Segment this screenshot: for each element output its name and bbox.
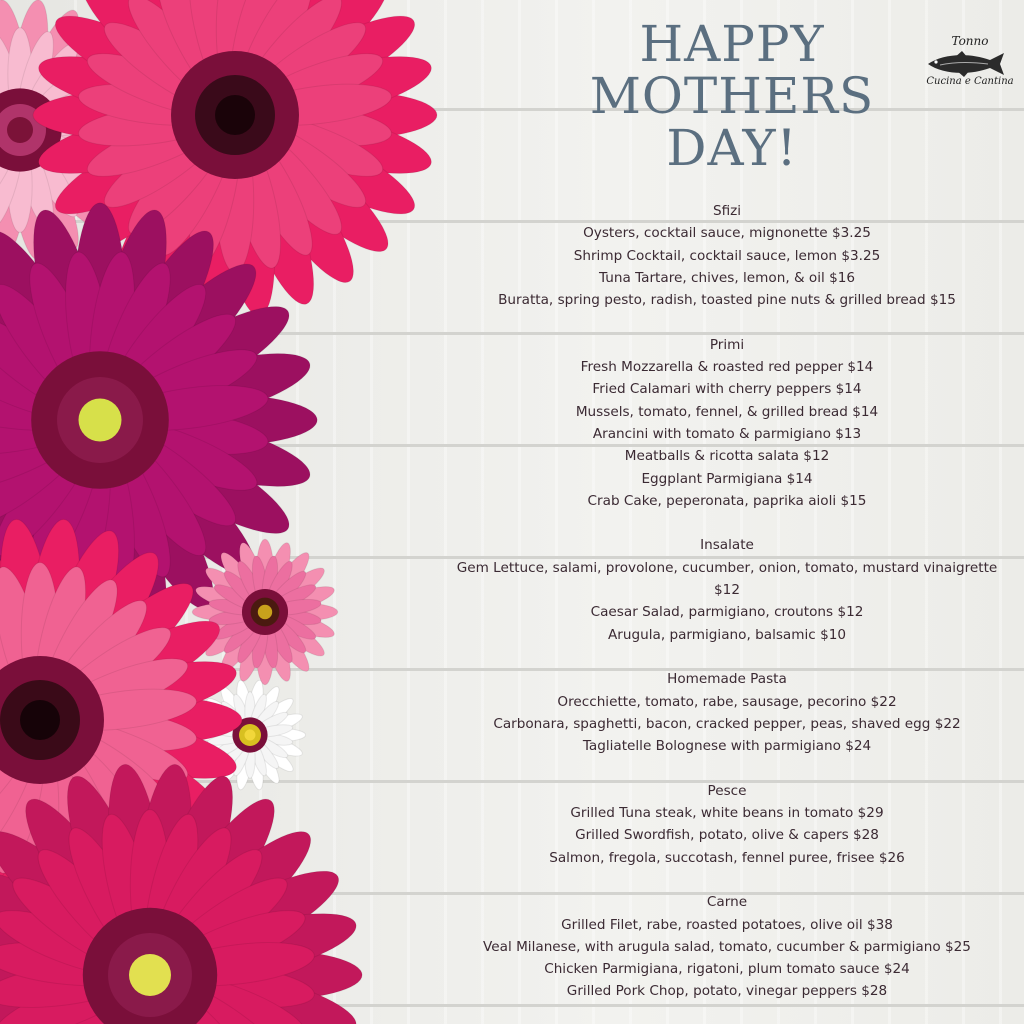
menu-section — [452, 668, 1002, 757]
menu-item: Veal Milanese, with arugula salad, tomato, cucumber & parmigiano $25 — [483, 938, 971, 955]
menu-item: Mussels, tomato, fennel, & grilled bread $14 — [575, 403, 879, 420]
menu-item: Shrimp Cocktail, cocktail sauce, lemon $3.25 — [573, 247, 881, 264]
menu-item: Caesar Salad, parmigiano, croutons $12 — [590, 604, 864, 621]
restaurant-logo — [920, 34, 1020, 87]
title-line-3: DAY! — [666, 119, 798, 177]
title-line-1: HAPPY — [639, 15, 825, 73]
menu-item: Oysters, cocktail sauce, mignonette $3.25 — [583, 225, 871, 242]
menu-sections — [452, 200, 1002, 1003]
menu-item: Gem Lettuce, salami, provolone, cucumber, onion, tomato, mustard vinaigrette $12 — [456, 559, 998, 599]
section-heading: Insalate — [700, 537, 754, 554]
menu-item: Grilled Tuna steak, white beans in tomato $29 — [570, 805, 884, 822]
menu-panel — [452, 0, 1014, 1024]
menu-section — [452, 334, 1002, 512]
menu-section — [452, 200, 1002, 311]
gerbera-flowers-image — [0, 0, 450, 1024]
section-heading: Pesce — [707, 782, 747, 799]
menu-section — [452, 891, 1002, 1002]
section-heading: Sfizi — [712, 203, 742, 219]
menu-section — [452, 780, 1002, 869]
logo-tagline: Cucina e Cantina — [926, 76, 1014, 87]
menu-item: Buratta, spring pesto, radish, toasted pine nuts & grilled bread $15 — [498, 292, 956, 309]
tuna-fish-icon — [924, 50, 1016, 78]
menu-item: Salmon, fregola, succotash, fennel puree, frisee $26 — [549, 849, 905, 866]
menu-item: Grilled Filet, rabe, roasted potatoes, olive oil $38 — [561, 916, 893, 933]
menu-item: Arugula, parmigiano, balsamic $10 — [607, 626, 847, 643]
menu-item: Crab Cake, peperonata, paprika aioli $15 — [587, 492, 867, 509]
menu-item: Fresh Mozzarella & roasted red pepper $14 — [580, 359, 874, 376]
section-heading: Homemade Pasta — [667, 671, 787, 688]
title-line-2: MOTHERS — [589, 67, 875, 125]
menu-item: Grilled Swordfish, potato, olive & capers $28 — [575, 827, 879, 844]
menu-item: Chicken Parmigiana, rigatoni, plum tomato sauce $24 — [544, 961, 910, 978]
menu-item: Meatballs & ricotta salata $12 — [624, 448, 830, 465]
menu-item: Orecchiette, tomato, rabe, sausage, pecorino $22 — [557, 693, 897, 710]
menu-section — [452, 534, 1002, 645]
menu-item: Arancini with tomato & parmigiano $13 — [592, 425, 862, 442]
menu-item: Tagliatelle Bolognese with parmigiano $24 — [582, 738, 872, 755]
menu-item: Eggplant Parmigiana $14 — [641, 470, 813, 487]
menu-item: Fried Calamari with cherry peppers $14 — [592, 381, 862, 398]
menu-item: Carbonara, spaghetti, bacon, cracked pepper, peas, shaved egg $22 — [493, 715, 961, 732]
logo-name: Tonno — [951, 34, 989, 48]
page-title — [572, 15, 892, 177]
section-heading: Carne — [706, 894, 748, 911]
menu-item: Grilled Pork Chop, potato, vinegar peppers $28 — [566, 983, 888, 1000]
section-heading: Primi — [709, 336, 745, 353]
menu-item: Tuna Tartare, chives, lemon, & oil $16 — [598, 269, 856, 286]
